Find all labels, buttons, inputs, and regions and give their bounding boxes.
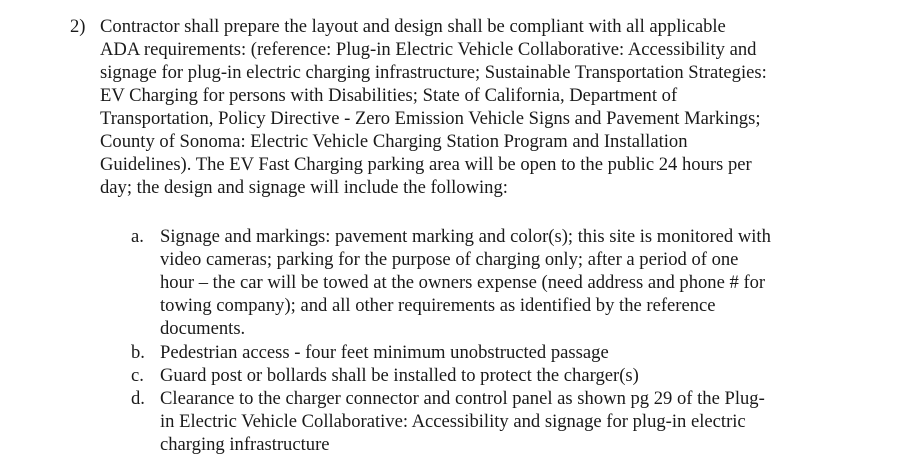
subitem-marker-b: b. xyxy=(131,342,145,363)
subitem-b-line: Pedestrian access - four feet minimum unobstructed passage xyxy=(160,342,609,363)
subitem-a-line: documents. xyxy=(160,318,246,339)
subitem-d-line: Clearance to the charger connector and control panel as shown pg 29 of the Plug- xyxy=(160,388,765,409)
paragraph-line: Contractor shall prepare the layout and design shall be compliant with all applicable xyxy=(100,16,726,37)
subitem-a-line: video cameras; parking for the purpose of charging only; after a period of one xyxy=(160,249,739,270)
paragraph-line: day; the design and signage will include the following: xyxy=(100,177,508,198)
item-number: 2) xyxy=(70,16,86,37)
subitem-a-line: hour – the car will be towed at the owners expense (need address and phone # for xyxy=(160,272,766,293)
paragraph-line: signage for plug-in electric charging infrastructure; Sustainable Transportation Strategies: xyxy=(100,62,767,83)
subitem-marker-d: d. xyxy=(131,388,145,409)
subitem-marker-c: c. xyxy=(131,365,144,386)
paragraph-line: ADA requirements: (reference: Plug-in Electric Vehicle Collaborative: Accessibility and xyxy=(100,39,757,60)
paragraph-line: EV Charging for persons with Disabilities; State of California, Department of xyxy=(100,85,678,106)
subitem-d-line: charging infrastructure xyxy=(160,434,330,455)
subitem-marker-a: a. xyxy=(131,226,144,247)
subitem-a-line: Signage and markings: pavement marking and color(s); this site is monitored with xyxy=(160,226,771,247)
subitem-a-line: towing company); and all other requirements as identified by the reference xyxy=(160,295,716,316)
subitem-c-line: Guard post or bollards shall be installed to protect the charger(s) xyxy=(160,365,639,386)
paragraph-line: County of Sonoma: Electric Vehicle Charging Station Program and Installation xyxy=(100,131,688,152)
paragraph-line: Guidelines). The EV Fast Charging parking area will be open to the public 24 hours per xyxy=(100,154,752,175)
subitem-d-line: in Electric Vehicle Collaborative: Accessibility and signage for plug-in electric xyxy=(160,411,746,432)
paragraph-line: Transportation, Policy Directive - Zero Emission Vehicle Signs and Pavement Markings; xyxy=(100,108,761,129)
